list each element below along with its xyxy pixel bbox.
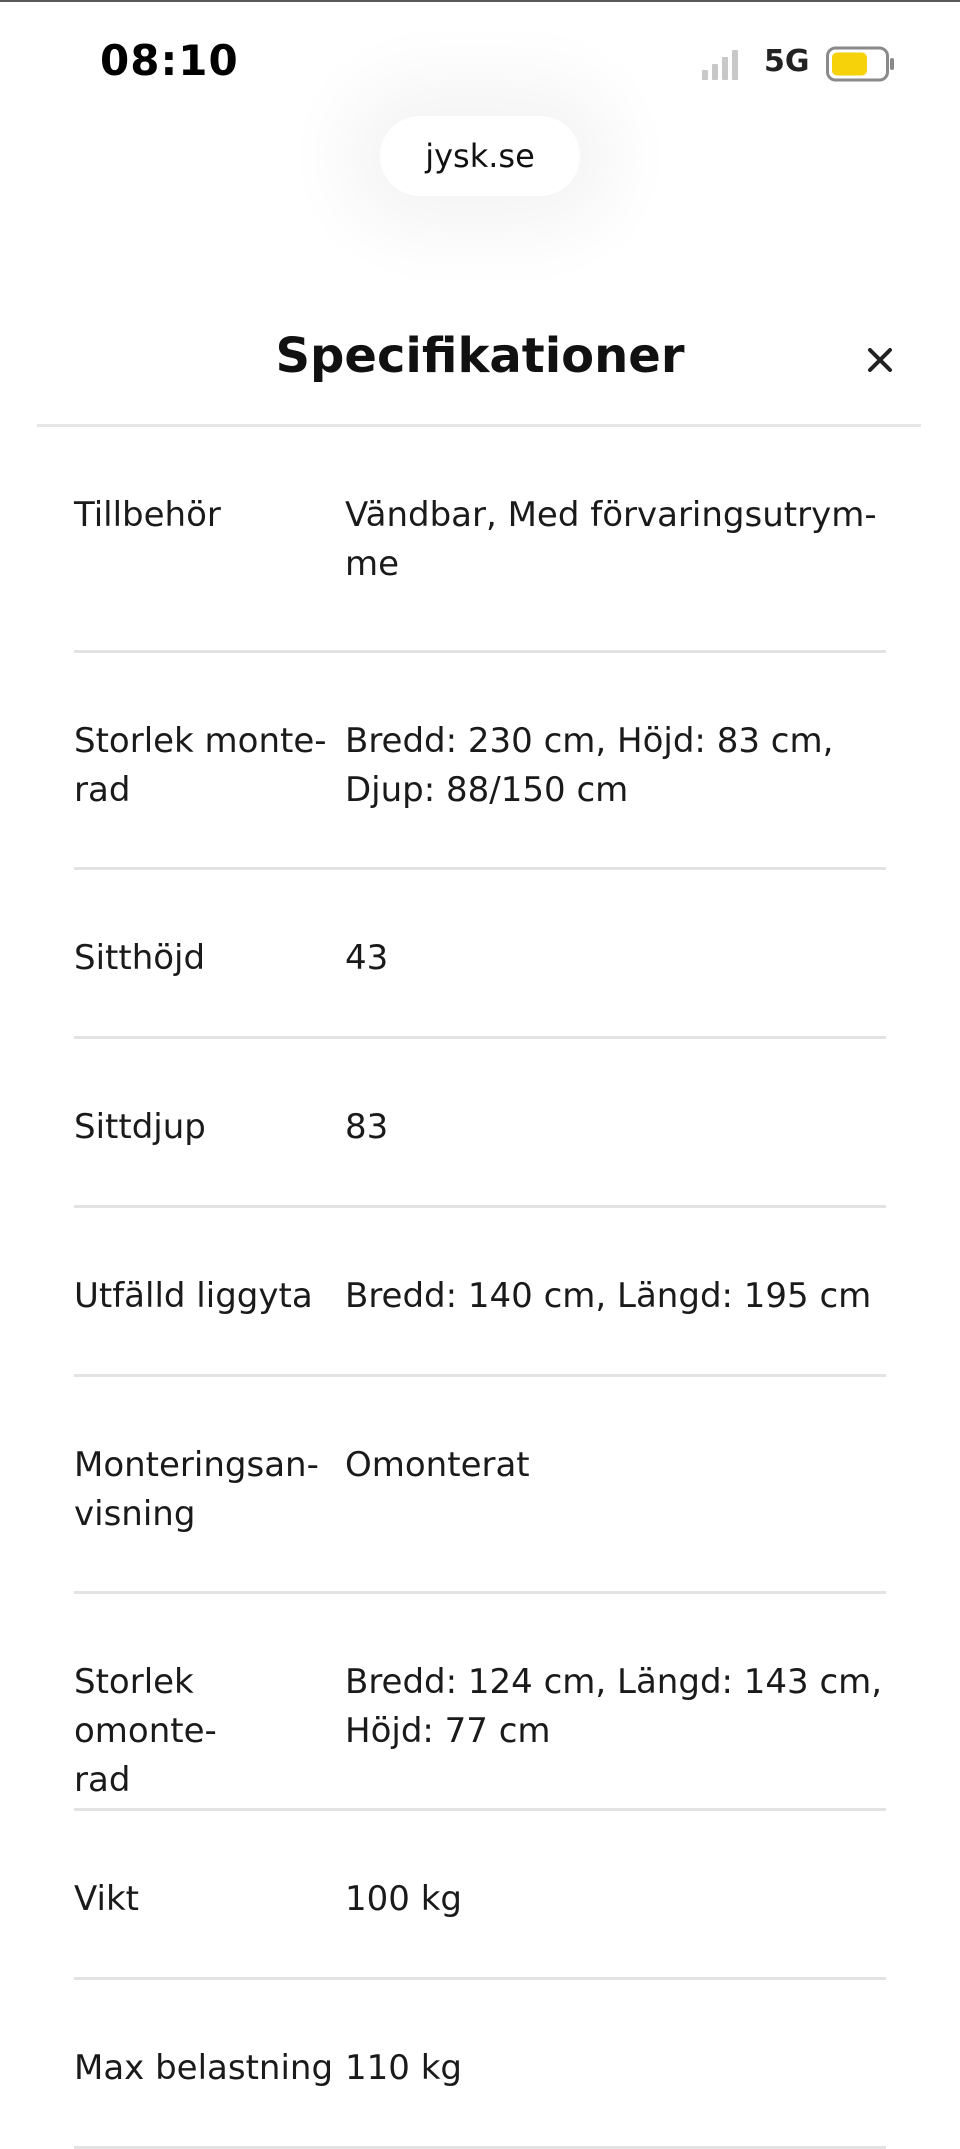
spec-value: Omonterat bbox=[345, 1445, 530, 1485]
spec-value: 43 bbox=[345, 938, 389, 978]
spec-label: Sitthöjd bbox=[74, 938, 206, 978]
close-icon[interactable] bbox=[856, 336, 904, 384]
spec-label: Monteringsan- visning bbox=[74, 1445, 319, 1534]
signal-bars-icon bbox=[700, 48, 750, 82]
spec-label: Storlek omonte- rad bbox=[74, 1662, 217, 1800]
network-type: 5G bbox=[764, 44, 810, 79]
spec-row bbox=[74, 1811, 886, 1980]
spec-label: Utfälld liggyta bbox=[74, 1276, 313, 1316]
spec-row bbox=[74, 653, 886, 870]
url-bar[interactable]: jysk.se bbox=[380, 116, 580, 196]
spec-label: Tillbehör bbox=[74, 495, 221, 535]
spec-row bbox=[74, 1377, 886, 1594]
spec-row bbox=[74, 1980, 886, 2149]
spec-value: Vändbar, Med förvaringsutrym- me bbox=[345, 495, 877, 584]
spec-row bbox=[74, 1208, 886, 1377]
spec-value: 110 kg bbox=[345, 2048, 462, 2088]
spec-row bbox=[74, 870, 886, 1039]
spec-row bbox=[74, 427, 886, 653]
spec-value: 100 kg bbox=[345, 1879, 462, 1919]
modal-title: Specifikationer bbox=[275, 328, 685, 384]
spec-row bbox=[74, 1039, 886, 1208]
status-time: 08:10 bbox=[100, 36, 239, 85]
spec-list bbox=[74, 427, 886, 2149]
spec-label: Max belastning bbox=[74, 2048, 334, 2088]
spec-label: Sittdjup bbox=[74, 1107, 206, 1147]
modal-header bbox=[0, 320, 960, 430]
spec-value: 83 bbox=[345, 1107, 389, 1147]
spec-label: Storlek monte- rad bbox=[74, 721, 327, 810]
spec-value: Bredd: 230 cm, Höjd: 83 cm, Djup: 88/150 cm bbox=[345, 721, 834, 810]
battery-icon bbox=[826, 46, 896, 82]
spec-value: Bredd: 140 cm, Längd: 195 cm bbox=[345, 1276, 872, 1316]
spec-label: Vikt bbox=[74, 1879, 139, 1919]
status-bar bbox=[0, 0, 960, 110]
spec-row bbox=[74, 1594, 886, 1811]
spec-value: Bredd: 124 cm, Längd: 143 cm, Höjd: 77 cm bbox=[345, 1662, 883, 1751]
